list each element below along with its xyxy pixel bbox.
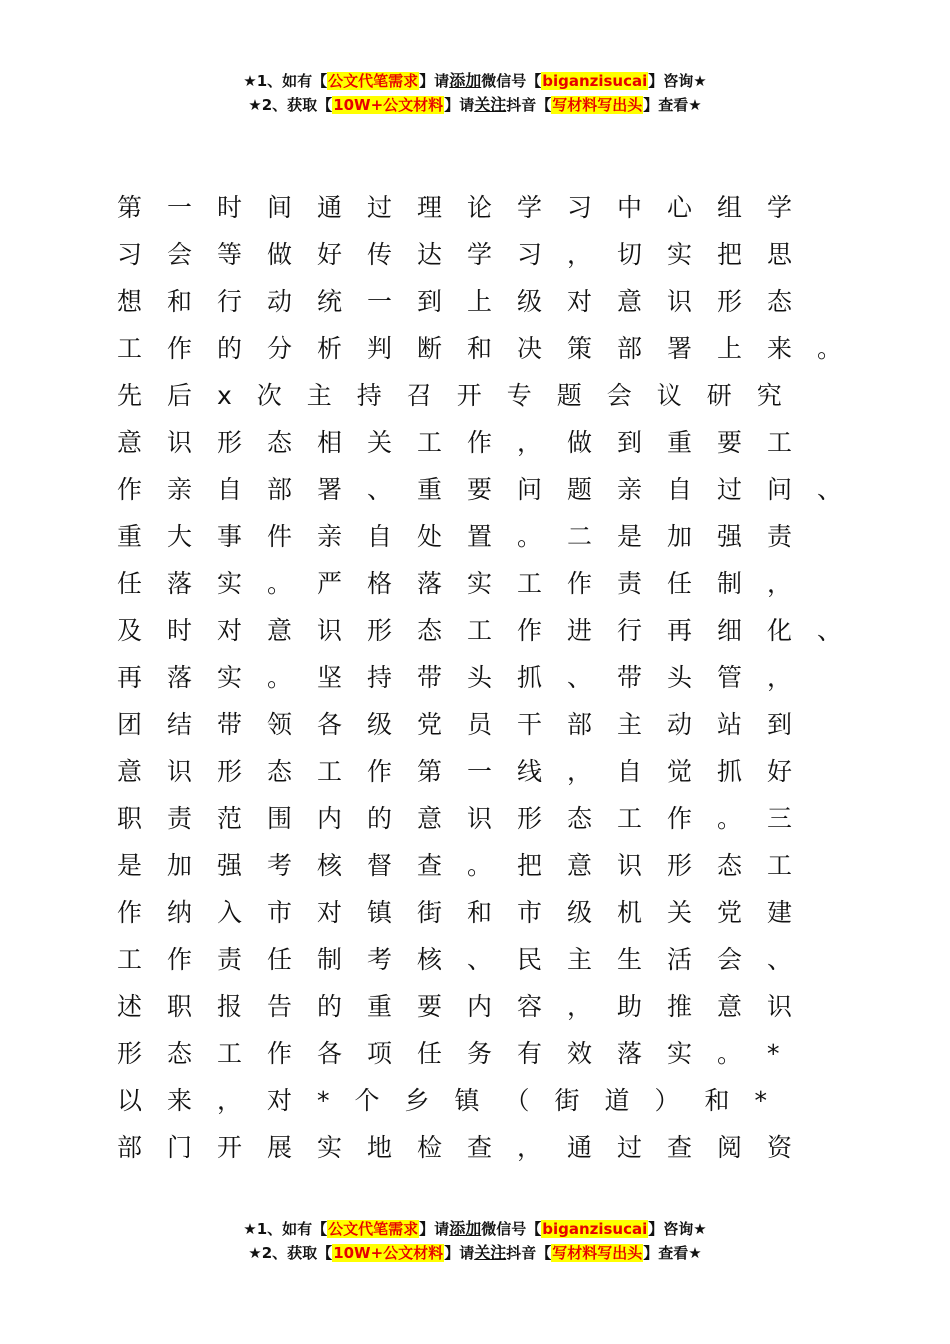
text-line: 工作的分析判断和决策部署上来。: [117, 334, 868, 363]
footer-banner: [0, 1217, 950, 1265]
banner-line-1: [0, 69, 950, 93]
banner-text: 】查看★: [643, 96, 702, 114]
banner-text: 微信号【: [481, 1220, 542, 1238]
text-line: 想和行动统一到上级对意识形态: [117, 287, 818, 316]
text-line: 意识形态工作第一线，自觉抓好: [117, 757, 818, 786]
banner-highlight: 10W+公文材料: [333, 1244, 444, 1262]
banner-text: 抖音【: [506, 1244, 552, 1262]
text-line: 及时对意识形态工作进行再细化、: [117, 616, 868, 645]
text-line: 形态工作各项任务有效落实。*: [117, 1039, 805, 1068]
text-line: 习会等做好传达学习，切实把思: [117, 240, 818, 269]
banner-highlight: 写材料写出头: [552, 1244, 643, 1262]
text-line: 是加强考核督查。把意识形态工: [117, 851, 818, 880]
text-line: 以来，对*个乡镇（街道）和*: [117, 1086, 793, 1115]
banner-highlight: 公文代笔需求: [328, 1220, 419, 1238]
banner-line-1: [0, 1217, 950, 1241]
text-line: 再落实。坚持带头抓、带头管，: [117, 663, 818, 692]
text-line: 职责范围内的意识形态工作。三: [117, 804, 818, 833]
text-line: 任落实。严格落实工作责任制，: [117, 569, 818, 598]
banner-text: 微信号【: [481, 72, 542, 90]
header-banner: [0, 69, 950, 117]
banner-text: 】咨询★: [648, 1220, 707, 1238]
text-line: 作纳入市对镇街和市级机关党建: [117, 898, 818, 927]
document-body: [117, 184, 877, 1171]
banner-highlight: 写材料写出头: [552, 96, 643, 114]
banner-line-2: [0, 93, 950, 117]
text-line: 意识形态相关工作，做到重要工: [117, 428, 818, 457]
banner-text: 】咨询★: [648, 72, 707, 90]
banner-underline: 关注: [474, 95, 507, 114]
banner-text: 】请: [419, 1220, 450, 1238]
banner-underline: 添加: [449, 71, 482, 90]
banner-text: 】请: [444, 1244, 475, 1262]
banner-text: 】请: [419, 72, 450, 90]
banner-text: 抖音【: [506, 96, 552, 114]
banner-underline: 关注: [474, 1243, 507, 1262]
banner-text: 】查看★: [643, 1244, 702, 1262]
banner-underline: 添加: [449, 1219, 482, 1238]
banner-text: ★1、如有【: [243, 72, 328, 90]
banner-line-2: [0, 1241, 950, 1265]
text-line: 部门开展实地检查，通过查阅资: [117, 1133, 818, 1162]
banner-text: ★2、获取【: [248, 96, 333, 114]
banner-highlight: biganzisucai: [542, 72, 648, 90]
banner-highlight: biganzisucai: [542, 1220, 648, 1238]
text-line: 团结带领各级党员干部主动站到: [117, 710, 818, 739]
banner-text: 】请: [444, 96, 475, 114]
text-line: 作亲自部署、重要问题亲自过问、: [117, 475, 868, 504]
text-line: 先后x次主持召开专题会议研究: [117, 381, 807, 410]
text-line: 第一时间通过理论学习中心组学: [117, 193, 818, 222]
text-line: 工作责任制考核、民主生活会、: [117, 945, 818, 974]
banner-highlight: 公文代笔需求: [328, 72, 419, 90]
text-line: 述职报告的重要内容，助推意识: [117, 992, 818, 1021]
banner-text: ★2、获取【: [248, 1244, 333, 1262]
banner-text: ★1、如有【: [243, 1220, 328, 1238]
text-line: 重大事件亲自处置。二是加强责: [117, 522, 818, 551]
banner-highlight: 10W+公文材料: [333, 96, 444, 114]
